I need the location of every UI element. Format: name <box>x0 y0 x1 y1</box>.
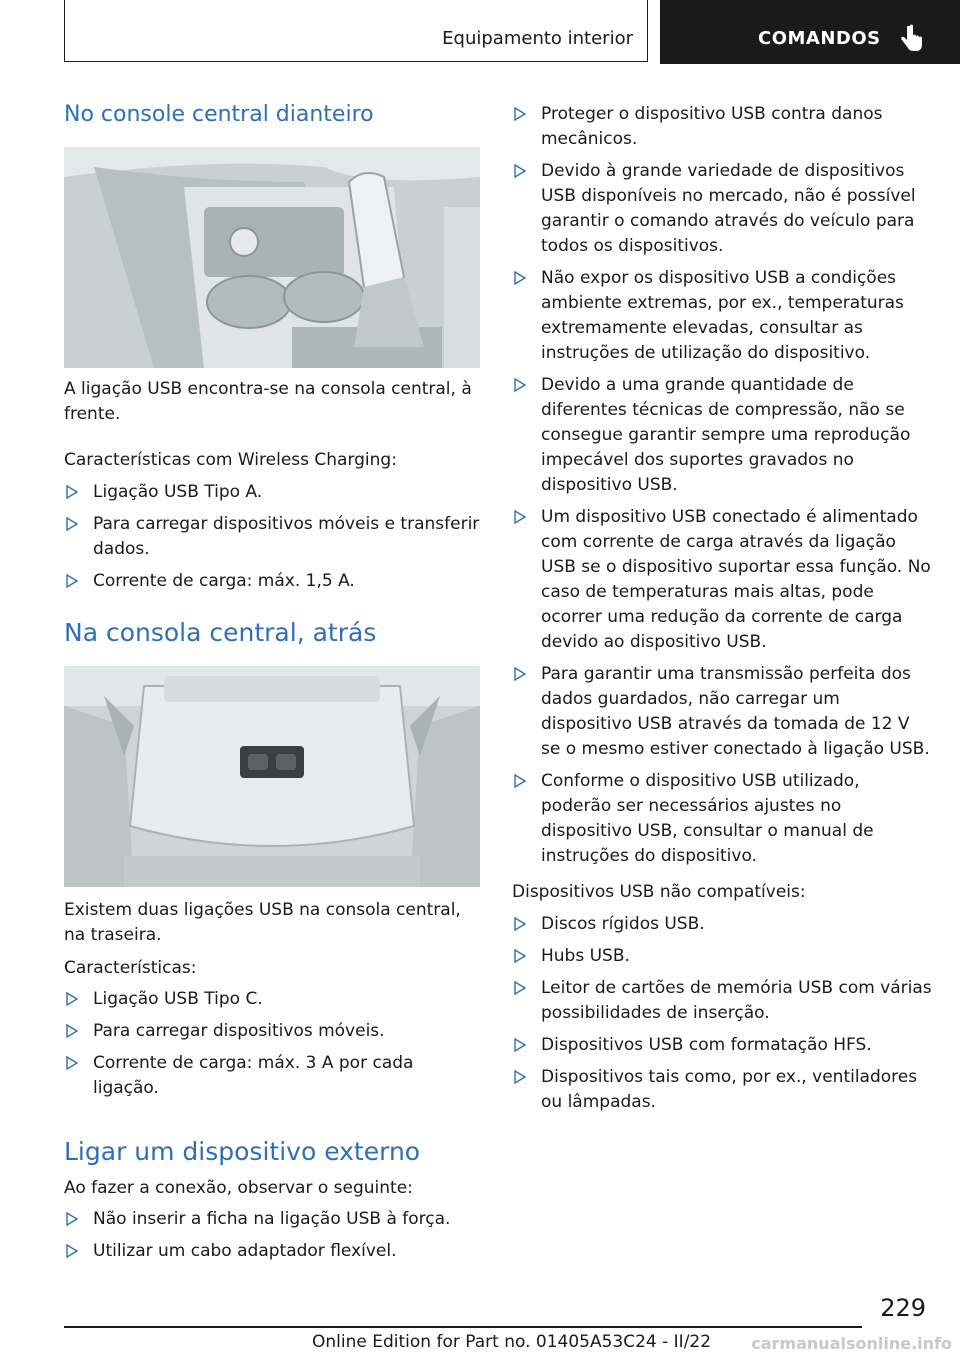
watermark: carmanualsonline.info <box>751 1334 952 1353</box>
list-item: Ligação USB Tipo C. <box>64 987 484 1012</box>
list-item: Ligação USB Tipo A. <box>64 480 484 505</box>
triangle-bullet-icon <box>66 485 78 499</box>
incompatible-devices-text: Dispositivos USB não compatíveis: <box>512 882 806 902</box>
triangle-bullet-icon <box>514 949 526 963</box>
section-title: Equipamento interior <box>442 28 633 49</box>
rear-features-text: Características: <box>64 958 197 978</box>
wireless-features-text: Características com Wireless Charging: <box>64 450 397 470</box>
heading-external-device: Ligar um dispositivo externo <box>64 1137 421 1166</box>
triangle-bullet-icon <box>514 164 526 178</box>
triangle-bullet-icon <box>514 107 526 121</box>
rear-console-photo <box>64 666 480 887</box>
list-item: Para garantir uma transmissão perfeita dos dados guardados, não carregar um dispositivo USB através da tomada de 12 V se o mesmo estiver conectado à ligação USB. <box>512 662 932 762</box>
rear-console-text: Existem duas ligações USB na consola central, na traseira. <box>64 900 461 945</box>
chapter-title: COMANDOS <box>758 28 881 49</box>
connection-note-text: Ao fazer a conexão, observar o seguinte: <box>64 1178 413 1198</box>
triangle-bullet-icon <box>514 667 526 681</box>
page-number: 229 <box>880 1294 926 1322</box>
list-item: Devido à grande variedade de dispositivos USB disponíveis no mercado, não é possível garantir o comando através do veículo para todos os dispositivos. <box>512 159 932 259</box>
list-item: Para carregar dispositivos móveis. <box>64 1019 484 1044</box>
triangle-bullet-icon <box>66 992 78 1006</box>
triangle-bullet-icon <box>514 378 526 392</box>
list-item: Um dispositivo USB conectado é alimentado com corrente de carga através da ligação USB se o dispositivo suportar essa função. No caso de temperaturas mais altas, pode ocorrer uma redução da corrente de carga devido ao dispositivo USB. <box>512 505 932 655</box>
triangle-bullet-icon <box>66 1244 78 1258</box>
list-item: Não expor os dispositivo USB a condições ambiente extremas, por ex., temperaturas extremamente elevadas, consultar as instruções de utilização do dispositivo. <box>512 266 932 366</box>
edition-info: Online Edition for Part no. 01405A53C24 - II/22 <box>312 1332 712 1352</box>
list-item: Dispositivos tais como, por ex., ventiladores ou lâmpadas. <box>512 1065 932 1115</box>
incompatible-devices-list <box>512 912 932 1122</box>
rear-console-illustration <box>64 666 480 887</box>
list-item: Conforme o dispositivo USB utilizado, poderão ser necessários ajustes no dispositivo USB, consultar o manual de instruções do dispositivo. <box>512 769 932 869</box>
footer-divider <box>64 1326 862 1328</box>
usb-precautions-list <box>512 102 932 876</box>
list-item: Para carregar dispositivos móveis e transferir dados. <box>64 512 484 562</box>
section-tab <box>64 0 648 62</box>
triangle-bullet-icon <box>514 510 526 524</box>
triangle-bullet-icon <box>514 917 526 931</box>
list-item: Leitor de cartões de memória USB com várias possibilidades de inserção. <box>512 976 932 1026</box>
triangle-bullet-icon <box>514 1038 526 1052</box>
list-item: Proteger o dispositivo USB contra danos mecânicos. <box>512 102 932 152</box>
list-item: Devido a uma grande quantidade de diferentes técnicas de compressão, não se consegue garantir sempre uma reprodução impecável dos suportes gravados no dispositivo USB. <box>512 373 932 498</box>
front-features-list <box>64 480 484 601</box>
triangle-bullet-icon <box>66 1212 78 1226</box>
front-console-photo <box>64 147 480 368</box>
triangle-bullet-icon <box>514 271 526 285</box>
heading-rear-console: Na consola central, atrás <box>64 618 377 647</box>
rear-features-list <box>64 987 484 1108</box>
list-item: Não inserir a ficha na ligação USB à força. <box>64 1207 484 1232</box>
pointing-hand-icon <box>898 24 924 54</box>
list-item: Discos rígidos USB. <box>512 912 932 937</box>
triangle-bullet-icon <box>66 1024 78 1038</box>
triangle-bullet-icon <box>66 517 78 531</box>
list-item: Corrente de carga: máx. 3 A por cada ligação. <box>64 1051 484 1101</box>
triangle-bullet-icon <box>514 1070 526 1084</box>
front-console-text: A ligação USB encontra-se na consola central, à frente. <box>64 379 472 424</box>
front-console-illustration <box>64 147 480 368</box>
triangle-bullet-icon <box>514 774 526 788</box>
triangle-bullet-icon <box>514 981 526 995</box>
list-item: Dispositivos USB com formatação HFS. <box>512 1033 932 1058</box>
page-header <box>64 0 960 64</box>
heading-front-console: No console central dianteiro <box>64 102 374 127</box>
connection-list <box>64 1207 484 1271</box>
list-item: Hubs USB. <box>512 944 932 969</box>
chapter-tab <box>660 0 960 64</box>
list-item: Corrente de carga: máx. 1,5 A. <box>64 569 484 594</box>
list-item: Utilizar um cabo adaptador flexível. <box>64 1239 484 1264</box>
triangle-bullet-icon <box>66 574 78 588</box>
triangle-bullet-icon <box>66 1056 78 1070</box>
